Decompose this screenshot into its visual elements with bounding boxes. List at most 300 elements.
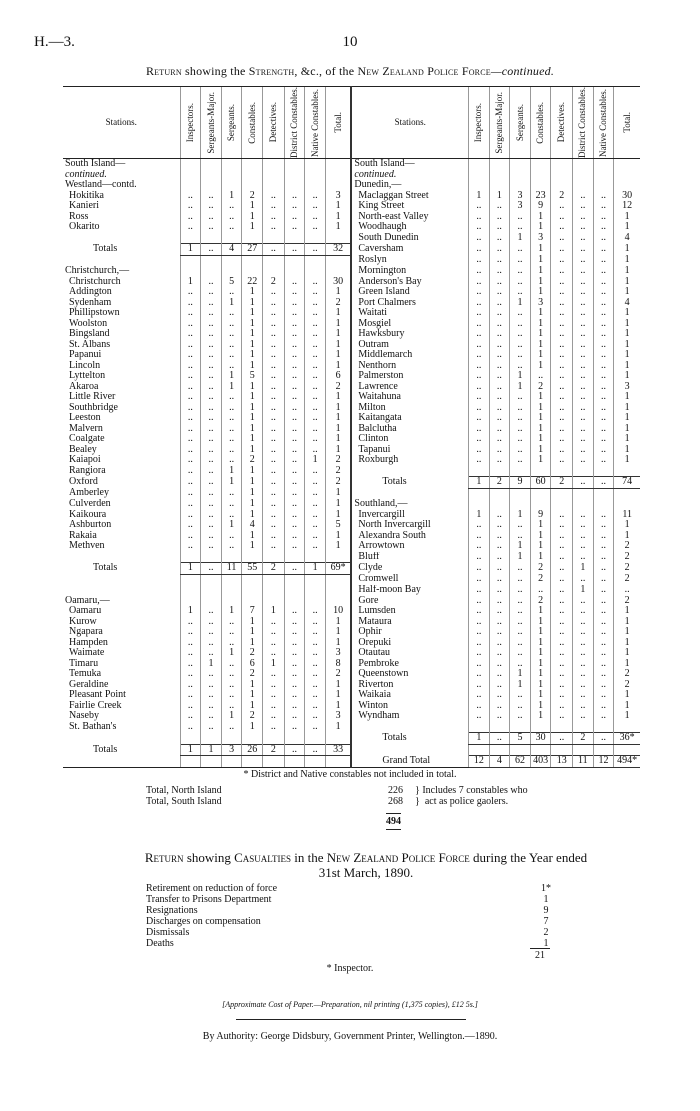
count-cell: ..: [201, 361, 222, 372]
table-row: [63, 552, 640, 563]
count-cell: ..: [263, 445, 285, 456]
count-cell: ..: [284, 392, 305, 403]
count-cell: ..: [510, 403, 531, 414]
count-cell: [510, 466, 531, 477]
station-name: [63, 552, 180, 563]
count-cell: 2: [242, 648, 263, 659]
count-cell: [305, 255, 326, 266]
count-cell: ..: [510, 340, 531, 351]
count-cell: 4: [489, 756, 510, 768]
count-cell: ..: [305, 371, 326, 382]
count-cell: 1: [242, 477, 263, 489]
count-cell: ..: [551, 701, 573, 712]
count-cell: ..: [593, 680, 614, 691]
count-cell: ..: [305, 669, 326, 680]
count-cell: ..: [573, 255, 594, 266]
count-cell: [325, 733, 351, 745]
station-name: Ngapara: [69, 627, 103, 637]
count-cell: 1: [614, 340, 640, 351]
count-cell: ..: [593, 266, 614, 277]
table-row: [63, 244, 640, 256]
count-cell: ..: [201, 680, 222, 691]
count-cell: 1: [530, 329, 551, 340]
count-cell: [573, 499, 594, 510]
count-cell: [180, 585, 201, 596]
count-cell: [593, 180, 614, 191]
count-cell: 1: [530, 552, 551, 563]
count-cell: ..: [180, 392, 201, 403]
count-cell: ..: [284, 319, 305, 330]
count-cell: ..: [593, 552, 614, 563]
count-cell: 1: [614, 222, 640, 233]
count-cell: ..: [551, 319, 573, 330]
count-cell: [510, 488, 531, 499]
count-cell: [201, 596, 222, 607]
count-cell: 1: [242, 510, 263, 521]
count-cell: ..: [221, 659, 242, 670]
count-cell: [469, 159, 490, 170]
table-row: [63, 340, 640, 351]
count-cell: 1: [614, 403, 640, 414]
count-cell: ..: [284, 659, 305, 670]
count-cell: [201, 552, 222, 563]
count-cell: ..: [201, 627, 222, 638]
count-cell: 1: [242, 329, 263, 340]
count-cell: ..: [489, 403, 510, 414]
count-cell: 1: [242, 617, 263, 628]
count-cell: 1: [530, 392, 551, 403]
count-cell: ..: [263, 455, 285, 466]
count-cell: 1: [469, 191, 490, 202]
count-cell: 1: [510, 680, 531, 691]
station-name: Lyttelton: [69, 371, 106, 381]
count-cell: ..: [469, 371, 490, 382]
casualty-value: 1: [543, 938, 549, 949]
count-cell: [263, 585, 285, 596]
count-cell: ..: [510, 627, 531, 638]
count-cell: [263, 170, 285, 181]
count-cell: ..: [593, 350, 614, 361]
count-cell: ..: [221, 434, 242, 445]
count-cell: ..: [551, 680, 573, 691]
count-cell: 1: [242, 445, 263, 456]
count-cell: ..: [489, 733, 510, 745]
count-cell: ..: [180, 466, 201, 477]
count-cell: [242, 733, 263, 745]
station-name: Otautau: [351, 648, 468, 659]
station-name: Amberley: [69, 488, 109, 499]
gaolers-note-line2: act as police gaolers.: [424, 796, 509, 807]
col-sergeants-right: Sergeants.: [510, 87, 531, 159]
count-cell: 11: [573, 756, 594, 768]
count-cell: ..: [180, 445, 201, 456]
count-cell: ..: [489, 510, 510, 521]
count-cell: ..: [263, 434, 285, 445]
col-native-constables-right: Native Constables.: [593, 87, 614, 159]
count-cell: ..: [221, 445, 242, 456]
count-cell: ..: [469, 308, 490, 319]
count-cell: ..: [201, 308, 222, 319]
count-cell: ..: [263, 520, 285, 531]
count-cell: [284, 552, 305, 563]
document-reference: H.—3.: [34, 34, 75, 50]
count-cell: [530, 499, 551, 510]
count-cell: ..: [201, 455, 222, 466]
count-cell: 1: [530, 659, 551, 670]
count-cell: ..: [284, 434, 305, 445]
count-cell: ..: [221, 617, 242, 628]
count-cell: ..: [284, 455, 305, 466]
count-cell: ..: [180, 477, 201, 489]
count-cell: ..: [201, 277, 222, 288]
count-cell: ..: [593, 212, 614, 223]
count-cell: ..: [284, 499, 305, 510]
count-cell: 1: [614, 627, 640, 638]
count-cell: ..: [489, 244, 510, 256]
count-cell: ..: [489, 520, 510, 531]
station-name: Fairlie Creek: [69, 700, 122, 711]
col-sergeants-left: Sergeants.: [221, 87, 242, 159]
station-name: Kaitangata: [351, 413, 468, 424]
count-cell: ..: [284, 744, 305, 756]
count-cell: ..: [201, 298, 222, 309]
count-cell: ..: [573, 477, 594, 489]
count-cell: 2: [614, 680, 640, 691]
count-cell: ..: [489, 711, 510, 722]
count-cell: 1: [530, 606, 551, 617]
count-cell: 1: [530, 680, 551, 691]
count-cell: 1: [510, 382, 531, 393]
count-cell: ..: [469, 212, 490, 223]
count-cell: [242, 552, 263, 563]
count-cell: ..: [489, 434, 510, 445]
table-row: [63, 744, 640, 756]
count-cell: ..: [305, 466, 326, 477]
count-cell: ..: [469, 361, 490, 372]
count-cell: ..: [221, 403, 242, 414]
count-cell: ..: [180, 201, 201, 212]
table-row: [63, 756, 640, 768]
station-name: Maclaggan Street: [351, 191, 468, 202]
table-body: [63, 159, 640, 768]
count-cell: [221, 255, 242, 266]
count-cell: ..: [573, 617, 594, 628]
count-cell: 1: [614, 520, 640, 531]
station-name: Ashburton: [69, 520, 112, 530]
count-cell: [325, 574, 351, 585]
count-cell: 1: [221, 466, 242, 477]
count-cell: ..: [263, 477, 285, 489]
table-row: [63, 266, 640, 277]
count-cell: ..: [284, 382, 305, 393]
count-cell: 1: [510, 298, 531, 309]
count-cell: ..: [263, 222, 285, 233]
count-cell: 1: [242, 403, 263, 414]
count-cell: ..: [180, 499, 201, 510]
count-cell: ..: [284, 424, 305, 435]
station-name: Tapanui: [351, 445, 468, 456]
count-cell: 2: [263, 744, 285, 756]
count-cell: ..: [305, 477, 326, 489]
title-mid2: , &c., of the: [294, 64, 358, 78]
count-cell: [284, 170, 305, 181]
station-name: Milton: [351, 403, 468, 414]
count-cell: ..: [551, 424, 573, 435]
count-cell: [221, 574, 242, 585]
count-cell: ..: [305, 520, 326, 531]
count-cell: ..: [551, 455, 573, 466]
casualty-row: [146, 938, 556, 949]
count-cell: ..: [510, 648, 531, 659]
count-cell: ..: [469, 287, 490, 298]
station-name: [351, 488, 468, 499]
count-cell: ..: [593, 477, 614, 489]
count-cell: [614, 170, 640, 181]
count-cell: ..: [469, 596, 490, 607]
count-cell: ..: [284, 350, 305, 361]
count-cell: ..: [263, 403, 285, 414]
count-cell: ..: [489, 361, 510, 372]
count-cell: ..: [284, 308, 305, 319]
count-cell: 1: [221, 648, 242, 659]
count-cell: 1: [510, 233, 531, 244]
count-cell: ..: [489, 617, 510, 628]
count-cell: ..: [469, 413, 490, 424]
count-cell: ..: [284, 722, 305, 733]
station-name: Ophir: [351, 627, 468, 638]
count-cell: ..: [510, 574, 531, 585]
count-cell: 9: [530, 510, 551, 521]
count-cell: ..: [530, 585, 551, 596]
count-cell: ..: [469, 669, 490, 680]
station-name: South Island—: [65, 158, 126, 169]
count-cell: ..: [489, 298, 510, 309]
count-cell: ..: [221, 680, 242, 691]
count-cell: ..: [201, 201, 222, 212]
count-cell: ..: [263, 244, 285, 256]
count-cell: ..: [201, 690, 222, 701]
station-name: Lawrence: [351, 382, 468, 393]
casualty-value: 9: [543, 905, 549, 916]
count-cell: [325, 233, 351, 244]
count-cell: 2: [530, 596, 551, 607]
count-cell: ..: [573, 669, 594, 680]
count-cell: [221, 266, 242, 277]
count-cell: ..: [510, 266, 531, 277]
count-cell: [551, 488, 573, 499]
count-cell: ..: [469, 617, 490, 628]
count-cell: ..: [593, 233, 614, 244]
count-cell: 1: [242, 340, 263, 351]
count-cell: [263, 159, 285, 170]
count-cell: ..: [284, 212, 305, 223]
count-cell: ..: [201, 403, 222, 414]
count-cell: ..: [201, 424, 222, 435]
count-cell: ..: [305, 244, 326, 256]
count-cell: 1: [530, 361, 551, 372]
count-cell: ..: [573, 648, 594, 659]
table-row: [63, 466, 640, 477]
count-cell: ..: [510, 255, 531, 266]
count-cell: 1: [614, 648, 640, 659]
count-cell: ..: [469, 638, 490, 649]
count-cell: ..: [263, 371, 285, 382]
count-cell: 1: [530, 277, 551, 288]
count-cell: 1: [242, 319, 263, 330]
count-cell: ..: [593, 382, 614, 393]
count-cell: [510, 180, 531, 191]
north-island-label: Total, North Island: [146, 785, 222, 796]
count-cell: ..: [551, 308, 573, 319]
count-cell: 1: [180, 606, 201, 617]
count-cell: [530, 170, 551, 181]
count-cell: ..: [201, 541, 222, 552]
count-cell: [305, 585, 326, 596]
count-cell: ..: [305, 222, 326, 233]
count-cell: ..: [614, 585, 640, 596]
col-inspectors-left: Inspectors.: [180, 87, 201, 159]
count-cell: [305, 596, 326, 607]
table-row: [63, 403, 640, 414]
count-cell: 1: [614, 392, 640, 403]
count-cell: 1: [614, 445, 640, 456]
count-cell: ..: [469, 680, 490, 691]
count-cell: ..: [305, 499, 326, 510]
count-cell: 12: [593, 756, 614, 768]
count-cell: ..: [593, 617, 614, 628]
count-cell: 74: [614, 477, 640, 489]
count-cell: ..: [551, 510, 573, 521]
count-cell: 1: [201, 744, 222, 756]
casualty-label: Resignations: [146, 905, 198, 916]
count-cell: 1: [242, 308, 263, 319]
count-cell: ..: [489, 638, 510, 649]
count-cell: 1: [325, 350, 351, 361]
count-cell: ..: [201, 499, 222, 510]
count-cell: [263, 266, 285, 277]
count-cell: 1: [325, 413, 351, 424]
station-name: Woodhaugh: [351, 222, 468, 233]
count-cell: ..: [469, 606, 490, 617]
cas-title-force: New Zealand Police Force: [326, 850, 470, 865]
count-cell: ..: [510, 596, 531, 607]
count-cell: 1: [325, 488, 351, 499]
table-row: [63, 319, 640, 330]
count-cell: 1: [530, 617, 551, 628]
count-cell: ..: [573, 319, 594, 330]
table-row: [63, 510, 640, 521]
station-name: Balclutha: [351, 424, 468, 435]
count-cell: [180, 574, 201, 585]
count-cell: ..: [593, 520, 614, 531]
count-cell: ..: [263, 541, 285, 552]
count-cell: ..: [284, 477, 305, 489]
station-name: Invercargill: [351, 510, 468, 521]
count-cell: ..: [305, 638, 326, 649]
count-cell: 1: [305, 455, 326, 466]
casualty-row: [146, 883, 556, 894]
station-name: King Street: [351, 201, 468, 212]
count-cell: ..: [221, 340, 242, 351]
count-cell: 2: [614, 541, 640, 552]
count-cell: ..: [180, 434, 201, 445]
count-cell: 1: [242, 434, 263, 445]
count-cell: 1: [614, 277, 640, 288]
count-cell: ..: [593, 531, 614, 542]
count-cell: ..: [573, 690, 594, 701]
count-cell: ..: [489, 596, 510, 607]
count-cell: 1: [242, 392, 263, 403]
count-cell: ..: [489, 212, 510, 223]
count-cell: [510, 722, 531, 733]
count-cell: 1: [530, 627, 551, 638]
station-name: Phillipstown: [69, 308, 120, 318]
count-cell: 8: [325, 659, 351, 670]
count-cell: ..: [180, 659, 201, 670]
gaolers-note-line1: Includes 7 constables who: [422, 785, 528, 796]
station-name: Kaiapoi: [69, 455, 101, 465]
count-cell: ..: [510, 520, 531, 531]
count-cell: [263, 552, 285, 563]
count-cell: ..: [284, 298, 305, 309]
count-cell: ..: [305, 308, 326, 319]
count-cell: ..: [510, 434, 531, 445]
count-cell: 2: [530, 574, 551, 585]
count-cell: ..: [263, 499, 285, 510]
station-name: Malvern: [69, 423, 103, 434]
count-cell: ..: [180, 382, 201, 393]
count-cell: ..: [489, 552, 510, 563]
count-cell: 1: [614, 244, 640, 256]
count-cell: ..: [221, 701, 242, 712]
count-cell: ..: [263, 350, 285, 361]
count-cell: ..: [263, 466, 285, 477]
count-cell: 1: [614, 531, 640, 542]
count-cell: [489, 180, 510, 191]
count-cell: 22: [242, 277, 263, 288]
count-cell: ..: [573, 277, 594, 288]
count-cell: ..: [551, 382, 573, 393]
count-cell: 1: [510, 541, 531, 552]
count-cell: ..: [510, 563, 531, 575]
count-cell: 1: [489, 191, 510, 202]
count-cell: ..: [201, 340, 222, 351]
count-cell: ..: [593, 319, 614, 330]
count-cell: ..: [593, 445, 614, 456]
count-cell: ..: [510, 690, 531, 701]
count-cell: 2: [325, 466, 351, 477]
count-cell: ..: [263, 201, 285, 212]
count-cell: ..: [305, 287, 326, 298]
col-detectives-left: Detectives.: [263, 87, 285, 159]
count-cell: ..: [305, 680, 326, 691]
count-cell: 4: [614, 298, 640, 309]
count-cell: ..: [593, 287, 614, 298]
count-cell: 1: [614, 638, 640, 649]
count-cell: ..: [201, 191, 222, 202]
station-name: continued.: [351, 170, 468, 181]
count-cell: [305, 233, 326, 244]
count-cell: ..: [469, 244, 490, 256]
count-cell: ..: [284, 222, 305, 233]
count-cell: 1: [530, 520, 551, 531]
count-cell: ..: [305, 424, 326, 435]
count-cell: 23: [530, 191, 551, 202]
count-cell: [284, 733, 305, 745]
count-cell: 1: [530, 424, 551, 435]
count-cell: ..: [284, 191, 305, 202]
table-row: [63, 499, 640, 510]
